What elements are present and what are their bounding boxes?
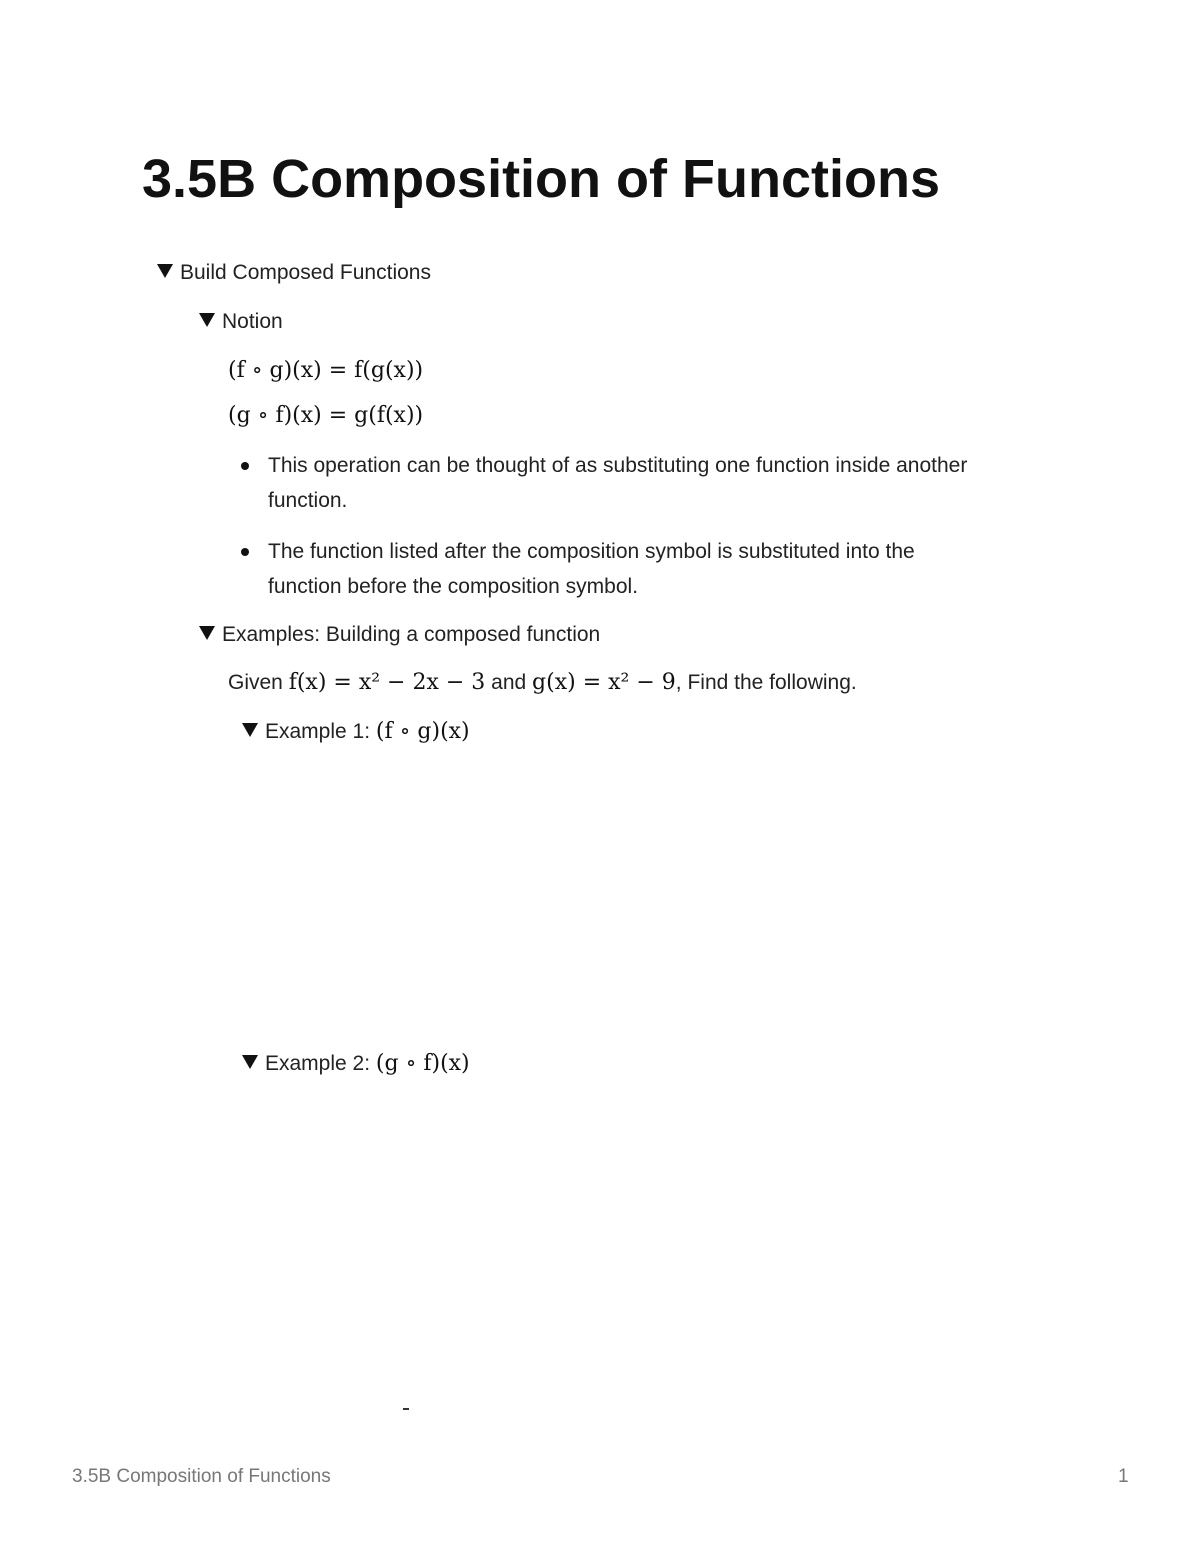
list-item — [268, 448, 1068, 518]
footer-page-number: 1 — [1118, 1466, 1129, 1487]
toggle-label: Notion — [222, 310, 283, 333]
example-1-label: Example 1: — [265, 720, 371, 743]
bullet-dot-icon — [241, 462, 249, 470]
triangle-down-icon[interactable] — [157, 264, 173, 278]
bullet-text-line: The function listed after the composition symbol is substituted into the — [268, 540, 915, 563]
toggle-example-1[interactable] — [242, 717, 470, 747]
formula-g-compose-f: (g ∘ f)(x) = g(f(x)) — [228, 403, 424, 428]
bullet-text-line: This operation can be thought of as substituting one function inside another — [268, 454, 968, 477]
example-2-label: Example 2: — [265, 1052, 371, 1075]
page-title: 3.5B Composition of Functions — [142, 149, 940, 209]
bullet-text-line: function before the composition symbol. — [268, 575, 639, 598]
given-g-formula: g(x) = x² − 9 — [532, 670, 676, 695]
toggle-example-2[interactable] — [242, 1049, 470, 1079]
toggle-build-composed-functions[interactable] — [157, 258, 431, 288]
given-statement — [228, 668, 857, 698]
given-prefix: Given — [228, 671, 283, 694]
bullet-dot-icon — [241, 548, 249, 556]
triangle-down-icon[interactable] — [199, 626, 215, 640]
formula-f-compose-g: (f ∘ g)(x) = f(g(x)) — [228, 358, 424, 383]
given-suffix: , Find the following. — [675, 671, 857, 694]
bullet-text-line: function. — [268, 489, 348, 512]
toggle-label: Examples: Building a composed function — [222, 623, 601, 646]
example-2-expression: (g ∘ f)(x) — [375, 1051, 470, 1076]
given-and: and — [491, 671, 527, 694]
triangle-down-icon[interactable] — [242, 1055, 258, 1069]
footer-title: 3.5B Composition of Functions — [72, 1466, 331, 1487]
stray-mark — [403, 1408, 409, 1410]
example-1-expression: (f ∘ g)(x) — [375, 719, 470, 744]
triangle-down-icon[interactable] — [199, 313, 215, 327]
toggle-notion[interactable] — [199, 307, 283, 337]
toggle-examples[interactable] — [199, 620, 600, 650]
list-item — [268, 534, 1068, 604]
triangle-down-icon[interactable] — [242, 723, 258, 737]
given-f-formula: f(x) = x² − 2x − 3 — [288, 670, 486, 695]
toggle-label: Build Composed Functions — [180, 261, 431, 284]
